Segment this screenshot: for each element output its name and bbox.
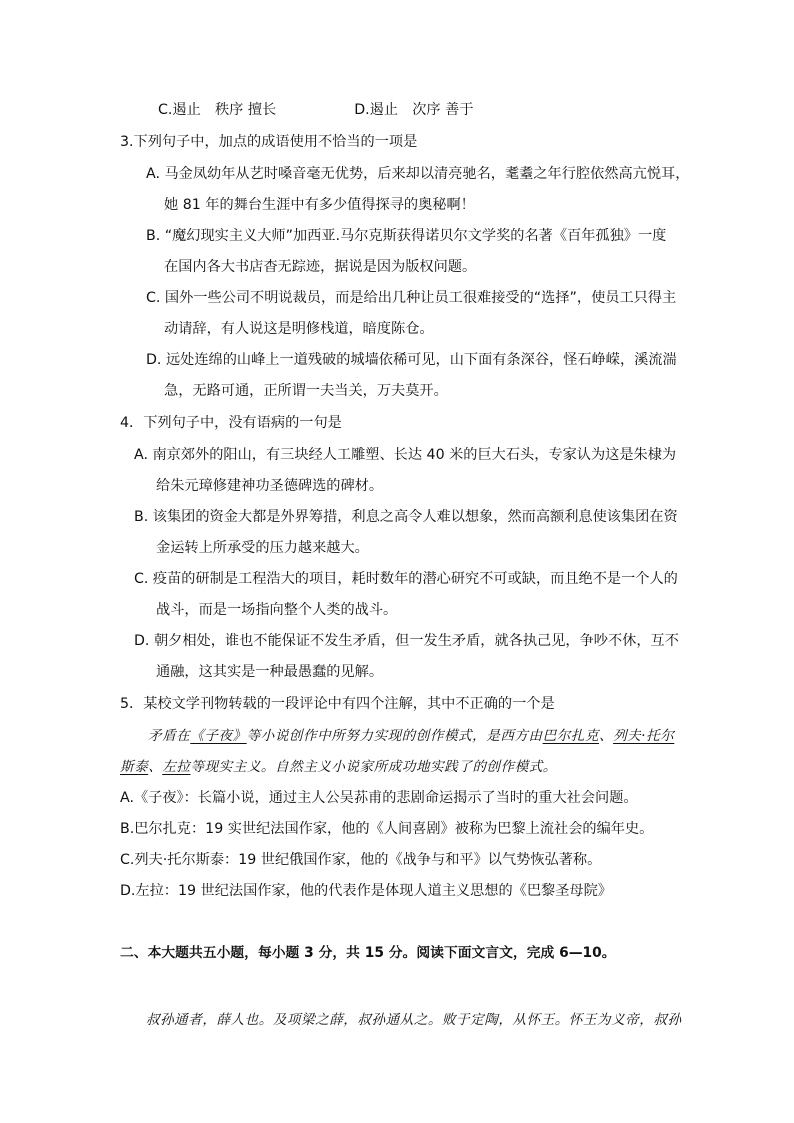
q2-options: [158, 100, 474, 120]
q5-stem: 5．某校文学刊物转载的一段评论中有四个注解，其中不正确的一个是: [120, 696, 555, 712]
q3-stem: 3.下列句子中，加点的成语使用不恰当的一项是: [120, 134, 418, 150]
q3-option-a-line2: 她 81 年的舞台生涯中有多少值得探寻的奥秘啊！: [164, 197, 475, 213]
q4-option-c-line2: 战斗，而是一场指向整个人类的战斗。: [156, 602, 398, 618]
q4-option-d-line1: D. 朝夕相处，谁也不能保证不发生矛盾，但一发生矛盾，就各执己见，争吵不休，互不: [134, 633, 679, 649]
quote-underlined-zola: 左拉: [162, 759, 191, 775]
q4-option-a-line2: 给朱元璋修建神功圣德碑选的碑材。: [156, 478, 384, 494]
q3-option-b-line2: 在国内各大书店杳无踪迹，据说是因为版权问题。: [164, 259, 477, 275]
q3-option-c-line2: 动请辞，有人说这是明修栈道，暗度陈仓。: [164, 321, 434, 337]
q4-option-b-line2: 金运转上所承受的压力越来越大。: [156, 540, 369, 556]
quote-underlined-balzac: 巴尔扎克: [542, 728, 599, 744]
q4-stem: 4．下列句子中，没有语病的一句是: [120, 415, 342, 431]
quote-text: 等现实主义。自然主义小说家所成功地实践了的创作模式。: [190, 759, 557, 775]
q5-option-c: C.列夫·托尔斯泰：19 世纪俄国作家，他的《战争与和平》以气势恢弘著称。: [120, 852, 602, 868]
q3-option-d-line1: D. 远处连绵的山峰上一道残破的城墙依稀可见，山下面有条深谷，怪石峥嵘，溪流湍: [146, 352, 677, 368]
quote-underlined-ziye: 《子夜》: [190, 728, 247, 744]
section2-passage-line1: 叔孙通者，薛人也。及项梁之薛，叔孙通从之。败于定陶，从怀王。怀王为义帝，叔孙: [146, 1012, 682, 1028]
q5-option-d: D.左拉：19 世纪法国作家，他的代表作是体现人道主义思想的《巴黎圣母院》: [120, 883, 612, 899]
quote-text: 等小说创作中所努力实现的创作模式，是西方由: [246, 728, 543, 744]
q4-option-d-line2: 通融，这其实是一种最愚蠢的见解。: [156, 664, 384, 680]
quote-underlined-tolstoy-part2: 斯泰: [120, 759, 149, 775]
q3-option-a-line1: A. 马金凤幼年从艺时嗓音毫无优势，后来却以清亮驰名，耄耋之年行腔依然高亢悦耳，: [146, 166, 690, 182]
q5-option-b: B.巴尔扎克：19 实世纪法国作家，他的《人间喜剧》被称为巴黎上流社会的编年史。: [120, 821, 654, 837]
quote-text: 矛盾在: [148, 728, 191, 744]
q3-option-b-line1: B. “魔幻现实主义大师”加西亚.马尔克斯获得诺贝尔文学奖的名著《百年孤独》一度: [146, 228, 667, 244]
q2-option-d: D.遏止 次序 善于: [354, 102, 474, 118]
q5-quote-line2: [120, 757, 557, 777]
q4-option-a-line1: A. 南京郊外的阳山，有三块经人工雕塑、长达 40 米的巨大石头，专家认为这是朱棣为: [134, 447, 677, 463]
q5-quote-line1: [148, 726, 674, 746]
q2-option-c: C.遏止 秩序 擅长: [158, 102, 277, 118]
q3-option-d-line2: 急，无路可通，正所谓一夫当关，万夫莫开。: [164, 383, 448, 399]
quote-underlined-tolstoy-part1: 列夫·托尔: [613, 728, 675, 744]
quote-text: 、: [148, 759, 163, 775]
q5-option-a: A.《子夜》：长篇小说，通过主人公吴荪甫的悲剧命运揭示了当时的重大社会问题。: [120, 790, 638, 806]
q4-option-c-line1: C. 疫苗的研制是工程浩大的项目，耗时数年的潜心研究不可或缺，而且绝不是一个人的: [134, 571, 678, 587]
quote-text: 、: [599, 728, 614, 744]
q4-option-b-line1: B. 该集团的资金大都是外界筹措，利息之高令人难以想象，然而高额利息使该集团在资: [134, 509, 678, 525]
q3-option-c-line1: C. 国外一些公司不明说裁员，而是给出几种让员工很难接受的“选择”，使员工只得主: [146, 290, 677, 306]
section2-heading: 二、本大题共五小题，每小题 3 分，共 15 分。阅读下面文言文，完成 6—10。: [120, 945, 616, 961]
